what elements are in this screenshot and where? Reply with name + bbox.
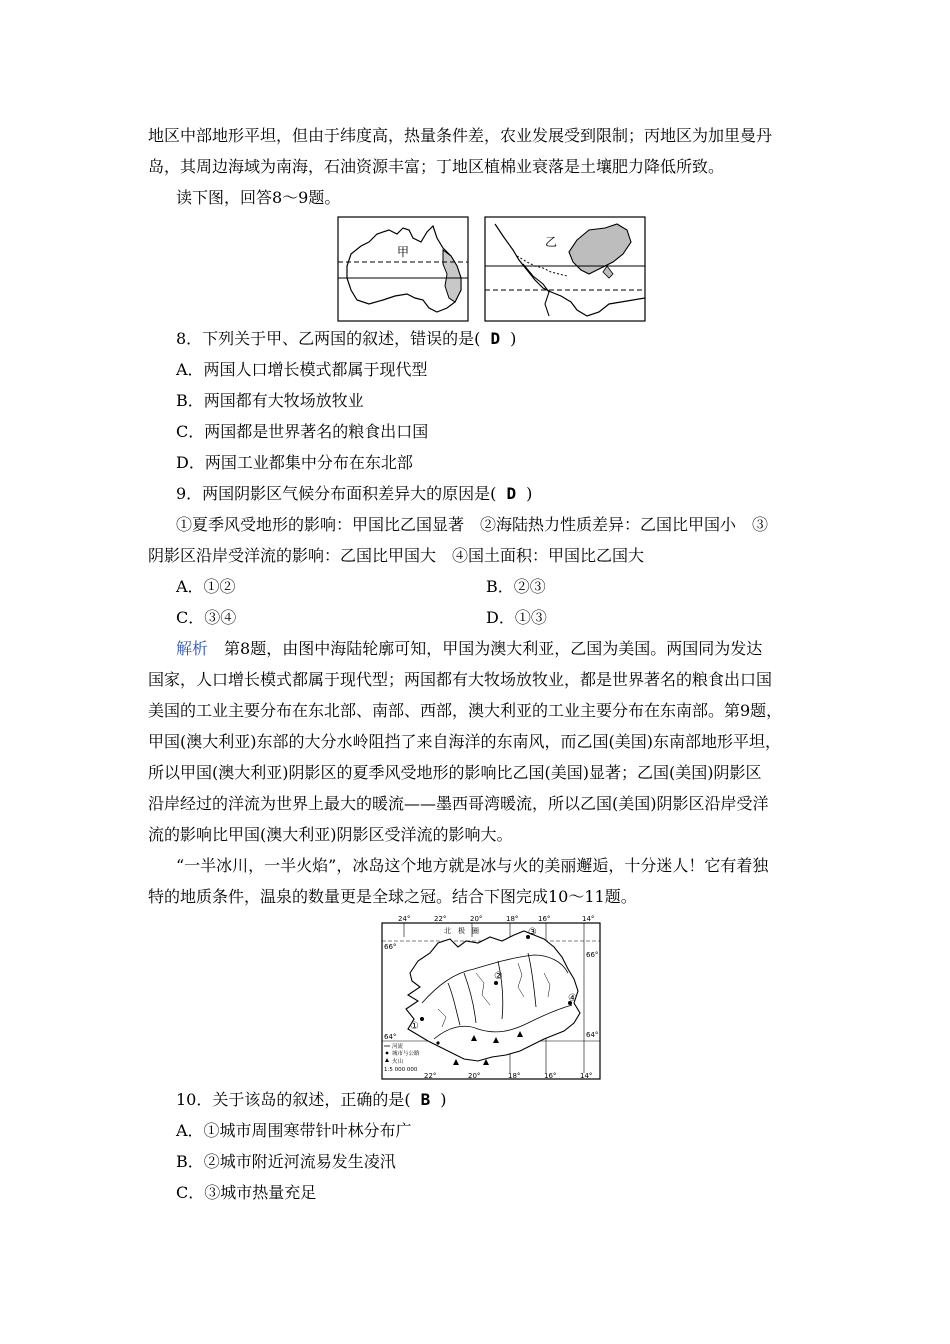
analysis-line6: 沿岸经过的洋流为世界上最大的暖流——墨西哥湾暖流，所以乙国(美国)阴影区沿岸受洋 — [148, 794, 769, 813]
map-australia — [338, 217, 468, 321]
q9-option-a: A．①② — [176, 577, 236, 596]
marker-3: ③ — [528, 927, 537, 938]
q9-statements-line2: 阴影区沿岸受洋流的影响：乙国比甲国大 ④国土面积：甲国比乙国大 — [148, 546, 645, 565]
legend-volcano: 火山 — [392, 1059, 404, 1065]
q8-stem — [176, 329, 516, 349]
para1-line2: 岛，其周边海域为南海，石油资源丰富；丁地区植棉业衰落是土壤肥力降低所致。 — [148, 157, 725, 176]
para2-line1: “一半冰川，一半火焰”，冰岛这个地方就是冰与火的美丽邂逅，十分迷人！它有着独 — [176, 856, 769, 875]
para1-line3: 读下图，回答8～9题。 — [176, 188, 341, 207]
label-yi: 乙 — [545, 235, 558, 249]
q9-statements-line1: ①夏季风受地形的影响：甲国比乙国显著 ②海陆热力性质差异：乙国比甲国小 ③ — [176, 515, 769, 534]
q9-close: ) — [526, 484, 533, 503]
q10-close: ) — [440, 1090, 447, 1109]
analysis-tag: 解析 — [176, 639, 209, 658]
q10-option-c: C．③城市热量充足 — [176, 1183, 317, 1202]
tick-top-2: 20° — [470, 915, 483, 923]
tick-top-5: 14° — [582, 915, 595, 923]
map-usa — [485, 217, 645, 321]
q8-option-b: B．两国都有大牧场放牧业 — [176, 391, 364, 410]
analysis-line3: 美国的工业主要分布在东北部、南部、西部，澳大利亚的工业主要分布在东南部。第9题， — [148, 701, 783, 720]
tick-top-0: 24° — [398, 915, 411, 923]
q8-answer: D — [490, 329, 501, 348]
lat-left-bottom: 64° — [384, 1033, 397, 1041]
tick-bottom-2: 18° — [508, 1072, 521, 1080]
analysis-line7: 流的影响比甲国(澳大利亚)阴影区受洋流的影响大。 — [148, 825, 513, 844]
analysis-line1 — [176, 639, 762, 659]
q9-option-c: C．③④ — [176, 608, 237, 627]
lat-right-bottom: 64° — [586, 1031, 599, 1039]
q10-answer: B — [420, 1090, 431, 1109]
tick-bottom-1: 20° — [468, 1072, 481, 1080]
q10-stem-text: 10．关于该岛的叙述，正确的是( — [176, 1090, 411, 1109]
q9-option-b: B．②③ — [486, 577, 546, 596]
q10-option-b: B．②城市附近河流易发生凌汛 — [176, 1152, 396, 1171]
q10-option-a: A．①城市周围寒带针叶林分布广 — [176, 1121, 412, 1140]
q8-option-c: C．两国都是世界著名的粮食出口国 — [176, 422, 429, 441]
analysis-line5: 所以甲国(澳大利亚)阴影区的夏季风受地形的影响比乙国(美国)显著；乙国(美国)阴影区 — [148, 763, 762, 782]
analysis-line2: 国家，人口增长模式都属于现代型；两国都有大牧场放牧业，都是世界著名的粮食出口国 — [148, 670, 773, 689]
arctic-circle-label: 北 极 圈 — [444, 927, 479, 935]
tick-top-1: 22° — [434, 915, 447, 923]
q9-stem-text: 9．两国阴影区气候分布面积差异大的原因是( — [176, 484, 497, 503]
tick-top-4: 16° — [538, 915, 551, 923]
legend-city-road: 城市与公路 — [392, 1051, 420, 1057]
marker-2: ② — [494, 971, 503, 982]
q9-stem — [176, 484, 532, 504]
lat-right-top: 66° — [586, 951, 599, 959]
q8-close: ) — [510, 329, 517, 348]
q8-option-a: A．两国人口增长模式都属于现代型 — [176, 360, 428, 379]
q9-answer: D — [506, 484, 517, 503]
lat-left-top: 66° — [384, 943, 397, 951]
q9-option-d: D．①③ — [486, 608, 547, 627]
figure-australia-usa-maps — [337, 216, 647, 324]
tick-bottom-0: 22° — [424, 1072, 437, 1080]
para2-line2: 特的地质条件，温泉的数量更是全球之冠。结合下图完成10～11题。 — [148, 887, 637, 906]
label-jia: 甲 — [397, 245, 410, 259]
q10-stem — [176, 1090, 447, 1110]
q8-option-d: D．两国工业都集中分布在东北部 — [176, 453, 413, 472]
tick-bottom-4: 14° — [580, 1072, 593, 1080]
tick-bottom-3: 16° — [544, 1072, 557, 1080]
para1-line1: 地区中部地形平坦，但由于纬度高，热量条件差，农业发展受到限制；丙地区为加里曼丹 — [148, 126, 773, 145]
figure-iceland-map — [378, 913, 604, 1083]
legend-river: 河流 — [392, 1044, 404, 1050]
q8-stem-text: 8．下列关于甲、乙两国的叙述，错误的是( — [176, 329, 481, 348]
analysis-line1-text: 第8题，由图中海陆轮廓可知，甲国为澳大利亚，乙国为美国。两国同为发达 — [224, 639, 763, 658]
marker-1: ① — [410, 1021, 419, 1032]
marker-4: ④ — [568, 993, 577, 1004]
map-scale: 1:5 000 000 — [384, 1067, 418, 1073]
analysis-line4: 甲国(澳大利亚)东部的大分水岭阻挡了来自海洋的东南风，而乙国(美国)东南部地形平坦， — [148, 732, 781, 751]
tick-top-3: 18° — [506, 915, 519, 923]
